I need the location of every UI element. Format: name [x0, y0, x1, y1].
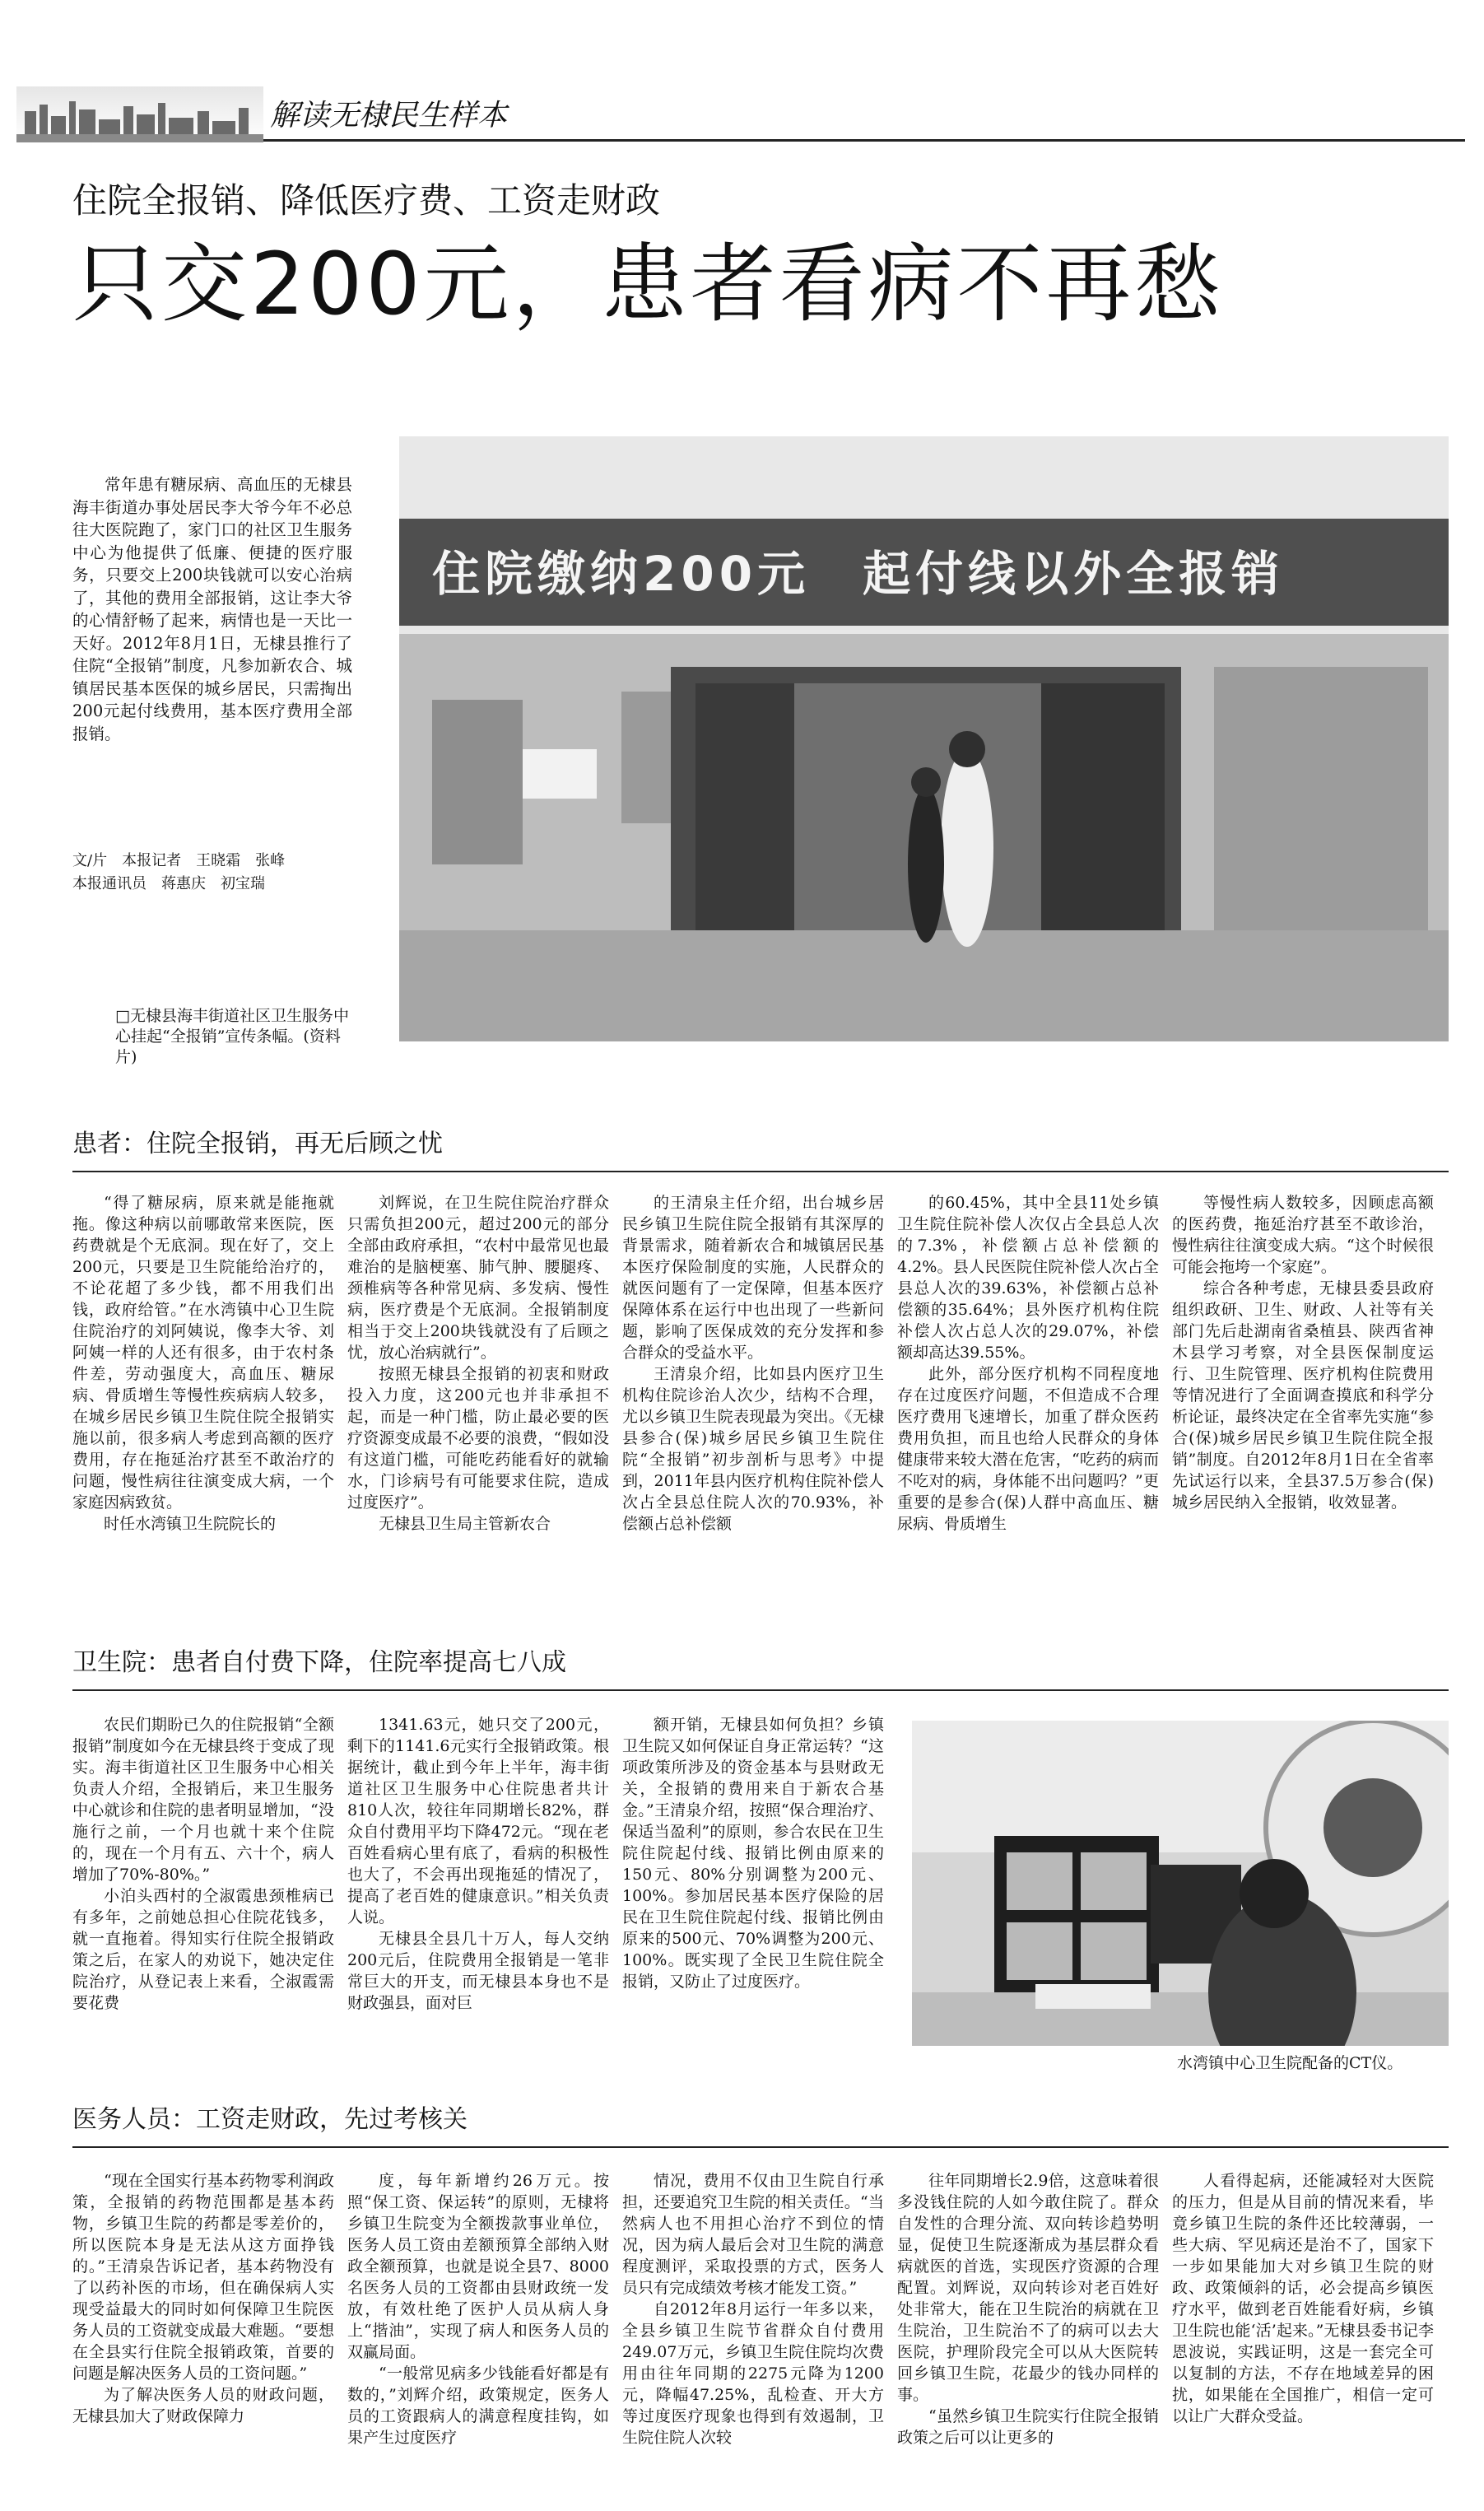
section-2-rule	[72, 1689, 1449, 1691]
lede-text: 常年患有糖尿病、高血压的无棣县海丰街道办事处居民李大爷今年不必总往大医院跑了，家门口的社区卫生服务中心为他提供了低廉、便捷的医疗服务，只要交上200块钱就可以安心治病了，其他的费用全部报销，这让李大爷的心情舒畅了起来，病情也是一天比一天好。2012年8月1日，无棣县推行了住院“全报销”制度，凡参加新农合、城镇居民基本医保的城乡居民，只需掏出200元起付线费用，基本医疗费用全部报销。	[72, 475, 352, 743]
clinic-banner-photo	[399, 436, 1449, 1041]
paragraph: 刘辉说，在卫生院住院治疗群众只需负担200元，超过200元的部分全部由政府承担，“农村中最常见也最难治的是脑梗塞、肺气肿、腰腿疼、颈椎病等各种常见病、多发病、慢性病，医疗费是个无底洞。全报销制度相当于交上200块钱就没有了后顾之忧，放心治病就行”。	[347, 1194, 609, 1362]
headline-kicker: 住院全报销、降低医疗费、工资走财政	[72, 180, 661, 221]
section-1-title: 患者：住院全报销，再无后顾之忧	[72, 1130, 443, 1158]
section-2-column-1	[72, 1714, 334, 2085]
section-banner	[16, 86, 1465, 144]
paragraph: “现在全国实行基本药物零利润政策，全报销的药物范围都是基本药物，乡镇卫生院的药都是零差价的，所以医院本身是无法从这方面挣钱的。”王清泉告诉记者，基本药物没有了以药补医的市场，但在确保病人实现受益最大的同时如何保障卫生院医务人员的工资就变成最大难题。“要想在全县实行住院全报销政策，首要的问题是解决医务人员的工资问题。”	[72, 2172, 334, 2383]
section-3-column-4	[897, 2170, 1159, 2499]
paragraph: 小泊头西村的仝淑霞患颈椎病已有多年，之前她总担心住院花钱多，就一直拖着。得知实行住院全报销政策之后，在家人的劝说下，她决定住院治疗，从登记表上来看，仝淑霞需要花费	[72, 1887, 334, 2012]
paragraph: 为了解决医务人员的财政问题，无棣县加大了财政保障力	[72, 2386, 334, 2425]
section-1-column-3	[622, 1192, 884, 1620]
photo1-caption: □无棣县海丰街道社区卫生服务中心挂起“全报销”宣传条幅。(资料片)	[115, 1007, 349, 1066]
byline	[72, 850, 285, 896]
paragraph: 往年同期增长2.9倍，这意味着很多没钱住院的人如今敢住院了。群众自发性的合理分流、双向转诊趋势明显，促使卫生院逐渐成为基层群众看病就医的首选，实现医疗资源的合理配置。刘辉说，双向转诊对老百姓好处非常大，能在卫生院治的病就在卫生院治，卫生院治不了的病可以去大医院，护理阶段完全可以从大医院转回乡镇卫生院，花最少的钱办同样的事。	[897, 2172, 1159, 2404]
section-1-column-5	[1172, 1192, 1434, 1620]
section-1-column-4	[897, 1192, 1159, 1620]
photo2-caption: 水湾镇中心卫生院配备的CT仪。	[1177, 2054, 1403, 2072]
paragraph: 综合各种考虑，无棣县委县政府组织政研、卫生、财政、人社等有关部门先后赴湖南省桑植县、陕西省神木县学习考察，对全县医保制度运行、卫生院管理、医疗机构住院费用等情况进行了全面调查摸底和科学分析论证，最终决定在全省率先实施“参合(保)城乡居民乡镇卫生院住院全报销”制度。自2012年8月1日在全省率先试运行以来，全县37.5万参合(保)城乡居民纳入全报销，收效显著。	[1172, 1279, 1434, 1512]
paragraph: 王清泉介绍，比如县内医疗卫生机构住院诊治人次少，结构不合理，尤以乡镇卫生院表现最为突出。《无棣县参合(保)城乡居民乡镇卫生院住院“全报销”初步剖析与思考》中提到，2011年县内医疗机构住院补偿人次占全县总住院人次的70.93%，补偿额占总补偿额	[622, 1365, 884, 1533]
paragraph: 时任水湾镇卫生院院长的	[104, 1515, 277, 1533]
paragraph: “一般常见病多少钱能看好都是有数的，”刘辉介绍，政策规定，医务人员的工资跟病人的满意程度挂钩，如果产生过度医疗	[347, 2364, 609, 2447]
paragraph: 自2012年8月运行一年多以来，全县乡镇卫生院节省群众自付费用249.07万元，乡镇卫生院住院均次费用由往年同期的2275元降为1200元，降幅47.25%，乱检查、开大方等过度医疗现象也得到有效遏制，卫生院住院人次较	[622, 2300, 884, 2447]
city-skyline-image	[16, 86, 263, 142]
paragraph: 无棣县全县几十万人，每人交纳200元后，住院费用全报销是一笔非常巨大的开支，而无棣县本身也不是财政强县，面对巨	[347, 1930, 609, 2012]
byline-line-2: 本报通讯员 蒋惠庆 初宝瑞	[72, 875, 265, 892]
section-2-title: 卫生院：患者自付费下降，住院率提高七八成	[72, 1648, 566, 1677]
section-3-column-3	[622, 2170, 884, 2499]
section-1-column-1	[72, 1192, 334, 1620]
byline-line-1: 文/片 本报记者 王晓霜 张峰	[72, 852, 286, 869]
paragraph: 1341.63元，她只交了200元，剩下的1141.6元实行全报销政策。根据统计，截止到今年上半年，海丰街道社区卫生服务中心住院患者共计810人次，较往年同期增长82%，群众自付费用平均下降472元。“现在老百姓看病心里有底了，看病的积极性也大了，不会再出现拖延的情况了，提高了老百姓的健康意识。”相关负责人说。	[347, 1716, 609, 1926]
paragraph: 此外，部分医疗机构不同程度地存在过度医疗问题，不但造成不合理医疗费用飞速增长，加重了群众医药费用负担，而且也给人民群众的身体健康带来较大潜在危害，“吃药的病而不吃对的病，身体能不出问题吗？”更重要的是参合(保)人群中高血压、糖尿病、骨质增生	[897, 1365, 1159, 1533]
section-1-rule	[72, 1171, 1449, 1172]
paragraph: 额开销，无棣县如何负担？乡镇卫生院又如何保证自身正常运转？“这项政策所涉及的资金基本与县财政无关，全报销的费用来自于新农合基金。”王清泉介绍，按照“保合理治疗、保适当盈利”的原则，参合农民在卫生院住院起付线、报销比例由原来的150元、80%分别调整为200元、100%。参加居民基本医疗保险的居民在卫生院住院起付线、报销比例由原来的500元、70%调整为200元、100%。既实现了全民卫生院住院全报销，又防止了过度医疗。	[622, 1716, 884, 1991]
section-2-column-2	[347, 1714, 609, 2085]
paragraph: 无棣县卫生局主管新农合	[379, 1515, 551, 1533]
paragraph: “得了糖尿病，原来就是能拖就拖。像这种病以前哪敢常来医院，医药费就是个无底洞。现在好了，交上200元，只要是卫生院能给治疗的，不论花超了多少钱，都不用我们出钱，政府给管。”在水湾镇中心卫生院住院治疗的刘阿姨说，像李大爷、刘阿姨一样的人还有很多，由于农村条件差，劳动强度大，高血压、糖尿病、骨质增生等慢性疾病病人较多，在城乡居民乡镇卫生院住院全报销实施以前，很多病人考虑到高额的医疗费用，存在拖延治疗甚至不敢治疗的问题，慢性病往往演变成大病，一个家庭因病致贫。	[72, 1194, 334, 1512]
paragraph: 情况，费用不仅由卫生院自行承担，还要追究卫生院的相关责任。“当然病人也不用担心治疗不到位的情况，因为病人最后会对卫生院的满意程度测评，采取投票的方式，医务人员只有完成绩效考核才能发工资。”	[622, 2172, 884, 2297]
paragraph: 等慢性病人数较多，因顾虑高额的医药费，拖延治疗甚至不敢诊治，慢性病往往演变成大病。“这个时候很可能会拖垮一个家庭”。	[1172, 1194, 1434, 1276]
paragraph: 人看得起病，还能减轻对大医院的压力，但是从目前的情况来看，毕竟乡镇卫生院的条件还比较薄弱，一些大病、罕见病还是治不了，国家下一步如果能加大对乡镇卫生院的财政、政策倾斜的话，必会提高乡镇医疗水平，做到老百姓能看好病，乡镇卫生院也能‘活’起来。”无棣县委书记李恩波说，实践证明，这是一套完全可以复制的方法，不存在地域差异的困扰，如果能在全国推广，相信一定可以让广大群众受益。	[1172, 2172, 1434, 2425]
paragraph: 按照无棣县全报销的初衷和财政投入力度，这200元也并非承担不起，而是一种门槛，防止最必要的医疗资源变成最不必要的浪费，“假如没有这道门槛，可能吃药能看好的就输水，门诊病号有可能要求住院，造成过度医疗”。	[347, 1365, 609, 1512]
section-3-title: 医务人员：工资走财政，先过考核关	[72, 2105, 468, 2134]
paragraph: 农民们期盼已久的住院报销“全额报销”制度如今在无棣县终于变成了现实。海丰街道社区卫生服务中心相关负责人介绍，全报销后，来卫生服务中心就诊和住院的患者明显增加，“没施行之前，一个月也就十来个住院的，现在一个月有五、六十个，病人增加了70%-80%。”	[72, 1716, 334, 1884]
section-label: 解读无棣民生样本	[270, 99, 508, 133]
paragraph: “虽然乡镇卫生院实行住院全报销政策之后可以让更多的	[897, 2407, 1159, 2447]
section-2-column-3	[622, 1714, 884, 2085]
clinic-banner-text: 住院缴纳200元 起付线以外全报销	[432, 546, 1285, 602]
header-rule	[263, 139, 1465, 142]
section-3-column-2	[347, 2170, 609, 2499]
paragraph: 度，每年新增约26万元。按照“保工资、保运转”的原则，无棣将乡镇卫生院变为全额拨款事业单位，医务人员工资由差额预算全部纳入财政全额预算，也就是说全县7、8000名医务人员的工资都由县财政统一发放，有效杜绝了医护人员从病人身上“揩油”，实现了病人和医务人员的双赢局面。	[347, 2172, 609, 2361]
section-3-column-5	[1172, 2170, 1434, 2499]
paragraph: 的60.45%，其中全县11处乡镇卫生院住院补偿人次仅占全县总人次的7.3%，补偿额占总补偿额的4.2%。县人民医院住院补偿人次占全县总人次的39.63%，补偿额占总补偿额的35.64%；县外医疗机构住院补偿人次占总人次的29.07%，补偿额却高达39.55%。	[897, 1194, 1159, 1362]
section-3-column-1	[72, 2170, 334, 2499]
section-1-column-2	[347, 1192, 609, 1620]
section-3-rule	[72, 2146, 1449, 2148]
headline-main: 只交200元，患者看病不再愁	[72, 234, 1224, 334]
paragraph: 的王清泉主任介绍，出台城乡居民乡镇卫生院住院全报销有其深厚的背景需求，随着新农合和城镇居民基本医疗保险制度的实施，人民群众的就医问题有了一定保障，但基本医疗保障体系在运行中也出现了一些新问题，影响了医保成效的充分发挥和参合群众的受益水平。	[622, 1194, 884, 1362]
lede-paragraph	[72, 473, 352, 745]
ct-scanner-photo	[912, 1721, 1449, 2046]
